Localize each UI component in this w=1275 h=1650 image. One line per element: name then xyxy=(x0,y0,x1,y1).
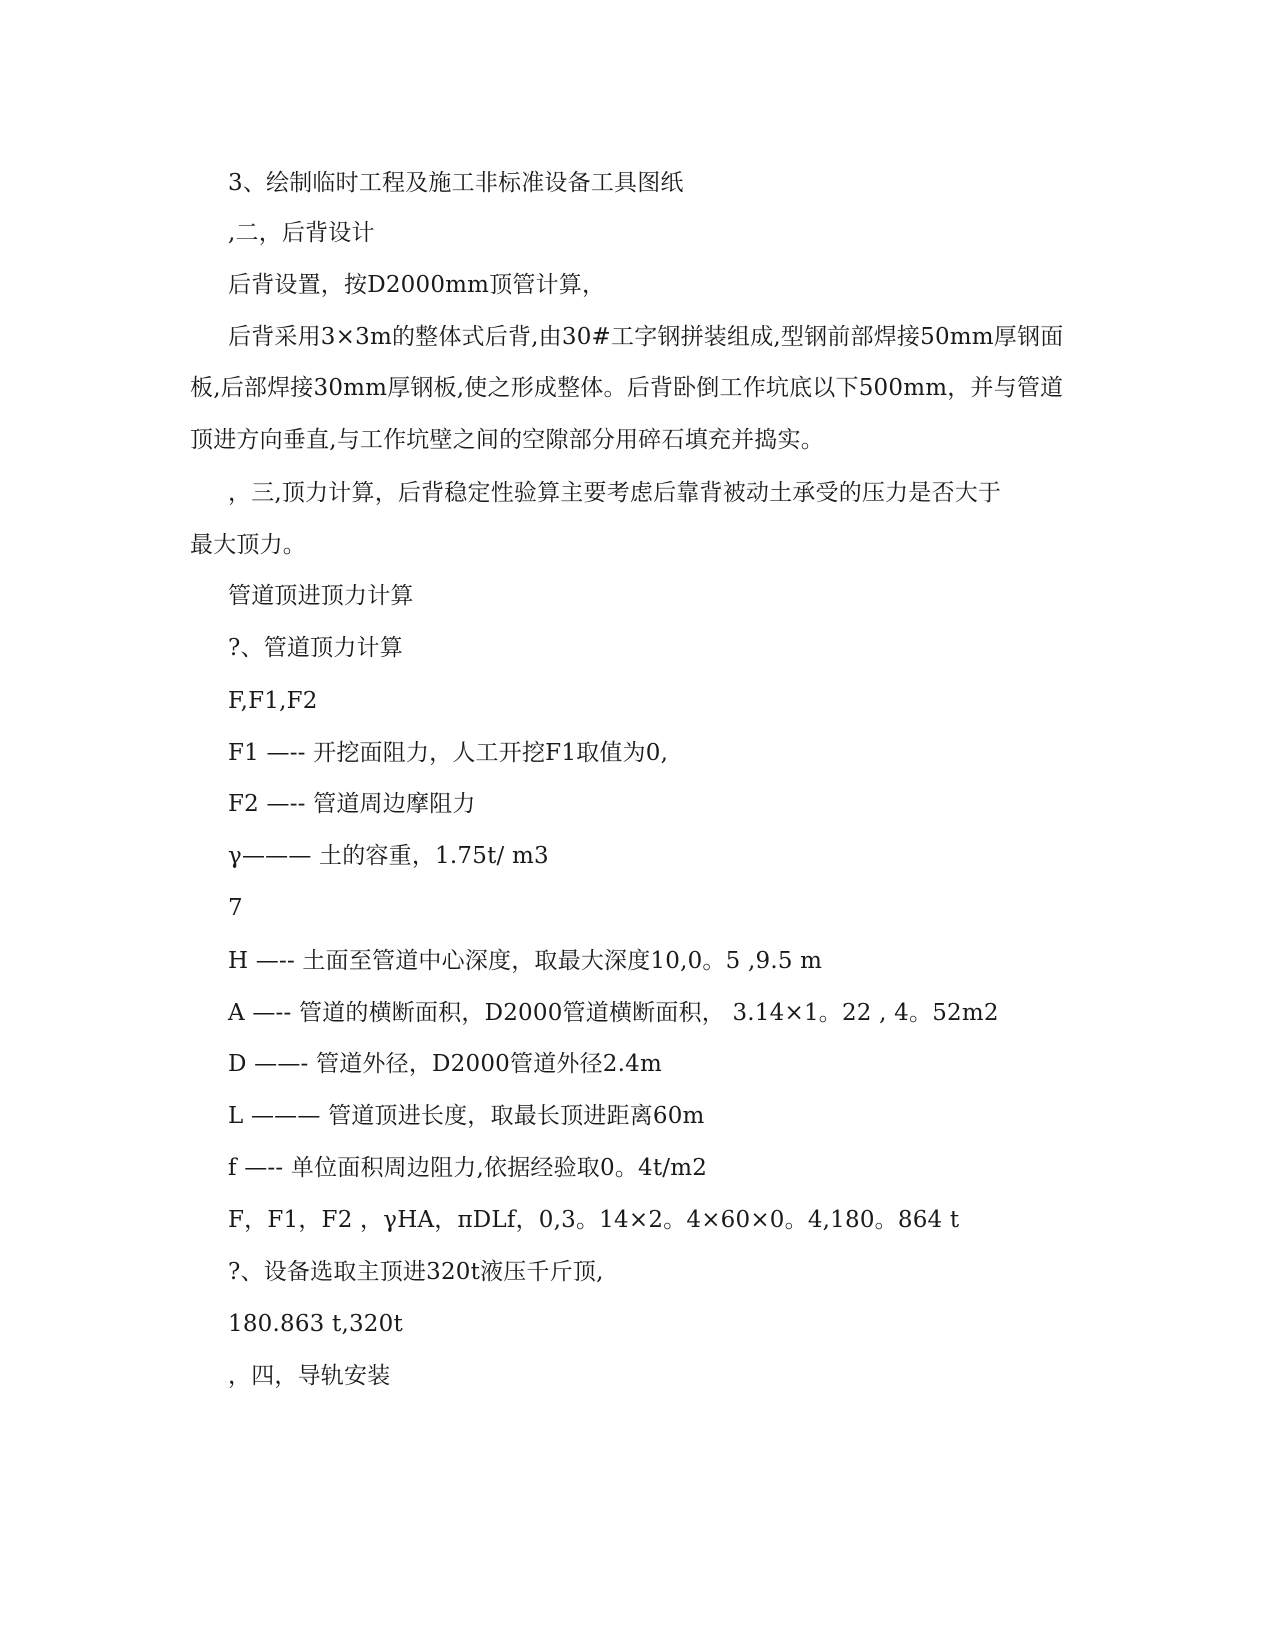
text-line: ?、设备选取主顶进320t液压千斤顶, xyxy=(228,1259,604,1285)
formula-line: F2 —-- 管道周边摩阻力 xyxy=(228,791,476,817)
formula-line: H —-- 土面至管道中心深度，取最大深度10,0。5 ,9.5 m xyxy=(228,948,823,974)
formula-line: F，F1，F2 ，γHA，πDLf，0,3。14×2。4×60×0。4,180。864 t xyxy=(228,1207,960,1233)
text-line: 管道顶进顶力计算 xyxy=(228,583,414,609)
formula-line: γ——— 土的容重，1.75t/ m3 xyxy=(228,843,549,869)
paragraph-line: 后背采用3×3m的整体式后背,由30#工字钢拼装组成,型钢前部焊接50mm厚钢面 xyxy=(228,324,1064,350)
formula-line: 180.863 t,320t xyxy=(228,1311,403,1337)
paragraph-line: 最大顶力。 xyxy=(190,532,306,558)
text-line: 后背设置，按D2000mm顶管计算， xyxy=(228,272,606,298)
formula-line: F,F1,F2 xyxy=(228,688,318,714)
paragraph-line: 板,后部焊接30mm厚钢板,使之形成整体。后背卧倒工作坑底以下500mm，并与管道 xyxy=(190,375,1064,401)
text-line: 7 xyxy=(228,895,243,921)
text-line: 3、绘制临时工程及施工非标准设备工具图纸 xyxy=(228,170,684,196)
formula-line: D ——- 管道外径，D2000管道外径2.4m xyxy=(228,1051,662,1077)
paragraph-line: 顶进方向垂直,与工作坑壁之间的空隙部分用碎石填充并捣实。 xyxy=(190,427,824,453)
text-line: ?、管道顶力计算 xyxy=(228,635,403,661)
formula-line: F1 —-- 开挖面阻力，人工开挖F1取值为0, xyxy=(228,740,669,766)
paragraph-line: ，三,顶力计算，后背稳定性验算主要考虑后靠背被动土承受的压力是否大于 xyxy=(228,480,1002,506)
section-heading: ，四，导轨安装 xyxy=(228,1363,391,1389)
formula-line: f —-- 单位面积周边阻力,依据经验取0。4t/m2 xyxy=(228,1155,708,1181)
formula-line: A —-- 管道的横断面积，D2000管道横断面积， 3.14×1。22 , 4。52m2 xyxy=(228,1000,999,1026)
section-heading: ,二，后背设计 xyxy=(228,220,375,246)
formula-line: L ——— 管道顶进长度，取最长顶进距离60m xyxy=(228,1103,705,1129)
